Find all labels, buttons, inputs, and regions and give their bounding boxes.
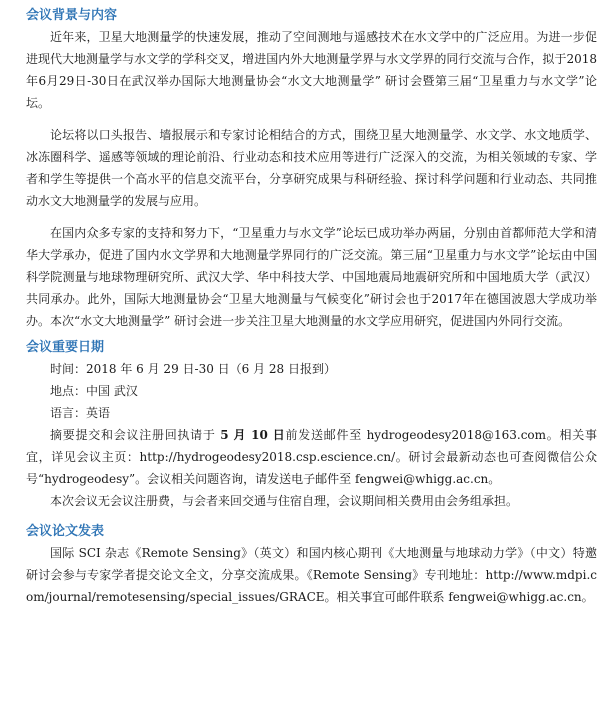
background-paragraph-2: 论坛将以口头报告、墙报展示和专家讨论相结合的方式，围绕卫星大地测量学、水文学、水文地质学、冰冻圈科学、遥感等领域的理论前沿、行业动态和技术应用等进行广泛深入的交流，为相关领域的专家、学者和学生等提供一个高水平的信息交流平台，分享研究成果与科研经验、探讨科学问题和行业动态、共同推动水文大地测量学的发展与应用。 <box>26 128 597 208</box>
fee-note-paragraph: 本次会议无会议注册费，与会者来回交通与住宿自理，会议期间相关费用由会务组承担。 <box>50 494 519 508</box>
abstract-deadline: 5 月 10 日 <box>220 428 286 442</box>
background-paragraph-3: 在国内众多专家的支持和努力下，“卫星重力与水文学”论坛已成功举办两届，分别由首都师范大学和清华大学承办，促进了国内水文学界和大地测量学界同行的广泛交流。第三届“卫星重力与水文学”论坛由中国科学院测量与地球物理研究所、武汉大学、华中科技大学、中国地震局地震研究所和中国地质大学（武汉）共同承办。此外，国际大地测量协会“卫星大地测量与气候变化”研讨会也于2017年在德国波恩大学成功举办。本次“水文大地测量学” 研讨会进一步关注卫星大地测量的水文学应用研究，促进国内外同行交流。 <box>26 226 597 328</box>
section-heading-papers: 会议论文发表 <box>26 524 105 539</box>
abstract-pre-text: 摘要提交和会议注册回执请于 <box>50 428 221 442</box>
abstract-post-text: 前发送邮件至 hydrogeodesy2018@163.com。相关事宜，详见会议主页：http://hydrogeodesy2018.csp.escience.cn/。研讨会最新动态也可查阅微信公众号“hydrogeodesy”。会议相关问题咨询，请发送电子邮件至 fengwei@whigg.ac.cn。 <box>26 428 597 486</box>
spacer <box>26 512 597 522</box>
date-language-line: 语言：英语 <box>50 406 111 420</box>
abstract-submission-paragraph <box>26 424 597 490</box>
section-heading-dates: 会议重要日期 <box>26 340 105 355</box>
section-heading-background: 会议背景与内容 <box>26 8 118 23</box>
spacer <box>26 212 597 222</box>
background-paragraph-1: 近年来，卫星大地测量学的快速发展，推动了空间测地与遥感技术在水文学中的广泛应用。为进一步促进现代大地测量学与水文学的学科交叉，增进国内外大地测量学界与水文学界的同行交流与合作，拟于2018年6月29日-30日在武汉举办国际大地测量协会“水文大地测量学” 研讨会暨第三届“卫星重力与水文学”论坛。 <box>26 30 597 110</box>
papers-paragraph: 国际 SCI 杂志《Remote Sensing》（英文）和国内核心期刊《大地测量与地球动力学》（中文）特邀研讨会参与专家学者提交论文全文，分享交流成果。《Remote Sensing》专刊地址：http://www.mdpi.com/journal/remotesensing/special_issues/GRACE。相关事宜可邮件联系 fengwei@whigg.ac.cn。 <box>26 546 597 604</box>
spacer <box>26 114 597 124</box>
date-time-line: 时间：2018 年 6 月 29 日-30 日（6 月 28 日报到） <box>50 362 337 376</box>
date-place-line: 地点：中国 武汉 <box>50 384 138 398</box>
